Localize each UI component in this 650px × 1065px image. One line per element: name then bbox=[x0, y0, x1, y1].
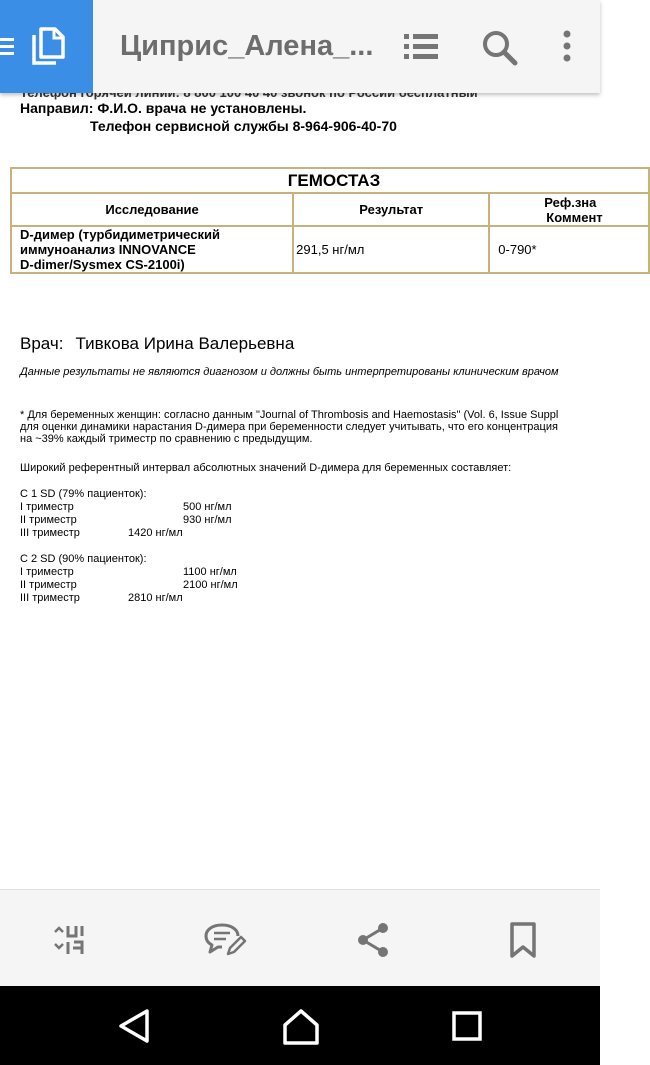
sd2-block bbox=[20, 553, 320, 605]
recents-icon[interactable] bbox=[452, 1008, 482, 1044]
trimester-label: III триместр bbox=[20, 592, 80, 604]
bookmark-icon[interactable] bbox=[510, 922, 536, 958]
trimester-label: II триместр bbox=[20, 579, 77, 591]
pregnancy-note bbox=[20, 409, 558, 445]
section-title: ГЕМОСТАЗ bbox=[11, 168, 649, 193]
menu-icon bbox=[0, 38, 16, 56]
trimester-label: III триместр bbox=[20, 527, 80, 539]
reference-cell: 0-790* bbox=[489, 226, 649, 273]
sd1-title: С 1 SD (79% пациенток): bbox=[20, 488, 147, 500]
list-item bbox=[20, 579, 320, 592]
reference-interval-title: Широкий референтный интервал абсолютных значений D-димера для беременных составляет: bbox=[20, 462, 512, 474]
test-name-cell bbox=[11, 226, 293, 273]
note-line: для оценки динамики нарастания D-димера при беременности следует учитывать, что его концентрация bbox=[20, 421, 558, 433]
test-name-line: D-димер (турбидиметрический bbox=[20, 227, 220, 242]
column-header-reference bbox=[489, 193, 649, 226]
sd2-title: С 2 SD (90% пациенток): bbox=[20, 553, 147, 565]
table-row bbox=[11, 226, 649, 273]
sd1-block bbox=[20, 488, 320, 540]
list-item bbox=[20, 501, 320, 514]
trimester-value: 930 нг/мл bbox=[183, 514, 232, 526]
search-icon[interactable] bbox=[482, 26, 518, 66]
column-header-reference-line1: Реф.зна bbox=[544, 194, 597, 210]
list-item bbox=[20, 527, 320, 540]
trimester-value: 2100 нг/мл bbox=[183, 579, 238, 591]
documents-icon bbox=[30, 27, 66, 67]
back-icon[interactable] bbox=[117, 1008, 151, 1044]
note-line: на ~39% каждый триместр по сравнению с предыдущим. bbox=[20, 433, 313, 445]
result-cell: 291,5 нг/мл bbox=[293, 226, 489, 273]
hemostasis-table bbox=[10, 167, 650, 274]
document-page[interactable] bbox=[0, 93, 603, 889]
home-icon[interactable] bbox=[282, 1008, 320, 1046]
doctor-name: Тивкова Ирина Валерьевна bbox=[75, 334, 295, 353]
documents-button[interactable] bbox=[0, 0, 93, 93]
list-icon[interactable] bbox=[404, 26, 438, 66]
column-header-test: Исследование bbox=[11, 193, 293, 226]
more-vert-icon[interactable] bbox=[561, 26, 573, 66]
test-name-line: D-dimer/Sysmex CS-2100i) bbox=[20, 257, 185, 272]
doctor-line bbox=[20, 334, 294, 354]
doctor-label: Врач: bbox=[20, 334, 64, 353]
note-line: * Для беременных женщин: согласно данным "Journal of Thrombosis and Haemostasis" (Vol. 6, Issue Suppl bbox=[20, 409, 559, 421]
list-item bbox=[20, 592, 320, 605]
trimester-label: II триместр bbox=[20, 514, 77, 526]
trimester-value: 500 нг/мл bbox=[183, 501, 232, 513]
reflow-icon[interactable] bbox=[53, 922, 91, 958]
service-phone: Телефон сервисной службы 8-964-906-40-70 bbox=[90, 118, 397, 134]
trimester-label: I триместр bbox=[20, 501, 74, 513]
list-item bbox=[20, 514, 320, 527]
trimester-label: I триместр bbox=[20, 566, 74, 578]
comment-icon[interactable] bbox=[204, 922, 246, 958]
column-header-reference-line2: Коммент bbox=[546, 209, 603, 225]
bottom-action-bar bbox=[0, 889, 600, 986]
column-header-result: Результат bbox=[293, 193, 489, 226]
list-item bbox=[20, 566, 320, 579]
trimester-value: 1420 нг/мл bbox=[128, 527, 183, 539]
system-nav-bar bbox=[0, 986, 600, 1065]
document-title: Циприс_Алена_... bbox=[120, 30, 374, 62]
share-icon[interactable] bbox=[356, 922, 390, 958]
test-name-line: иммуноанализ INNOVANCE bbox=[20, 242, 196, 257]
disclaimer: Данные результаты не являются диагнозом и должны быть интерпретированы клиническим врачом bbox=[20, 366, 559, 378]
sender-line: Направил: Ф.И.О. врача не установлены. bbox=[20, 100, 307, 116]
app-bar bbox=[0, 0, 600, 93]
trimester-value: 1100 нг/мл bbox=[183, 566, 237, 578]
trimester-value: 2810 нг/мл bbox=[128, 592, 183, 604]
